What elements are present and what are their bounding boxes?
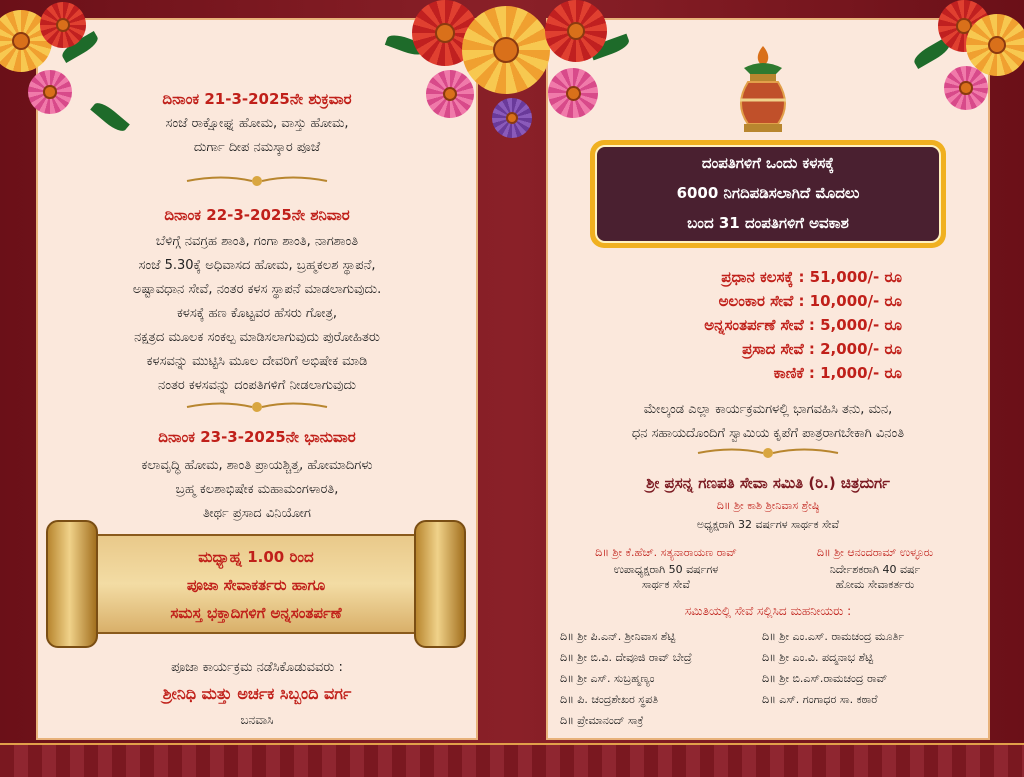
member-name: ದಿ॥ ಶ್ರೀ ಪಿ.ಎನ್. ಶ್ರೀನಿವಾಸ ಶೆಟ್ಟಿ: [560, 630, 676, 643]
scroll-line: ಪೂಜಾ ಸೇವಾಕರ್ತರು ಹಾಗೂ: [186, 576, 326, 594]
fee-row: ಪ್ರಸಾದ ಸೇವೆ : 2,000/- ರೂ: [742, 340, 902, 358]
samiti-name: ಶ್ರೀ ಪ್ರಸನ್ನ ಗಣಪತಿ ಸೇವಾ ಸಮಿತಿ (ರಿ.) ಚಿತ್ರದುರ್ಗ: [646, 474, 890, 492]
flower-icon: [545, 0, 607, 62]
day2-line: ಕಳಸವನ್ನು ಮುಟ್ಟಿಸಿ ಮೂಲ ದೇವರಿಗೆ ಅಭಿಷೇಕ ಮಾಡಿ: [146, 354, 368, 369]
members-heading: ಸಮಿತಿಯಲ್ಲಿ ಸೇವೆ ಸಲ್ಲಿಸಿದ ಮಹನೀಯರು :: [684, 604, 852, 618]
day3-line: ಬ್ರಹ್ಮ ಕಲಶಾಭಿಷೇಕ ಮಹಾಮಂಗಳಾರತಿ,: [175, 482, 339, 497]
member-name: ದಿ॥ ಎಸ್. ಗಂಗಾಧರ ಸಾ. ಕಠಾರೆ: [762, 693, 878, 706]
banner-line: 6000 ನಿಗದಿಪಡಿಸಲಾಗಿದೆ ಮೊದಲು: [676, 184, 860, 202]
day3-text: [48, 454, 466, 526]
scroll-roll-left: [46, 520, 98, 648]
flower-icon: [548, 68, 598, 118]
director-role: ಹೋಮ ಸೇವಾಕರ್ತರು: [835, 578, 915, 591]
member-name: ದಿ॥ ಪ್ರೇಮಾನಂದ್ ಸಾಕ್ರೆ: [560, 714, 644, 727]
scroll-line: ಸಮಸ್ತ ಭಕ್ತಾದಿಗಳಿಗೆ ಅನ್ನಸಂತರ್ಪಣೆ: [170, 604, 342, 622]
organizers-place: ಬನವಾಸಿ: [240, 713, 274, 727]
member-name: ದಿ॥ ಶ್ರೀ ಎಂ.ಎಸ್. ರಾಮಚಂದ್ರ ಮೂರ್ತಿ: [762, 630, 905, 643]
banner-line: ಬಂದ 31 ದಂಪತಿಗಳಿಗೆ ಅವಕಾಶ: [687, 214, 849, 232]
member-name: ದಿ॥ ಶ್ರೀ ಎಸ್. ಸುಬ್ರಹ್ಮಣ್ಯಂ: [560, 672, 655, 685]
member-name: ದಿ॥ ಶ್ರೀ ಬಿ.ಎಸ್.ರಾಮಚಂದ್ರ ರಾವ್: [762, 672, 888, 685]
flower-icon: [492, 98, 532, 138]
flower-icon: [966, 14, 1024, 76]
ornament-divider: [693, 446, 843, 460]
ornament-divider: [182, 400, 332, 414]
day2-text: [48, 230, 466, 398]
flower-icon: [28, 70, 72, 114]
president-role: ಅಧ್ಯಕ್ಷರಾಗಿ 32 ವರ್ಷಗಳ ಸಾರ್ಥಕ ಸೇವೆ: [696, 518, 840, 531]
member-name: ದಿ॥ ಪಿ. ಚಂದ್ರಶೇಖರ ಸ್ಥಪತಿ: [560, 693, 659, 706]
day3-line: ತೀರ್ಥ ಪ್ರಸಾದ ವಿನಿಯೋಗ: [203, 506, 311, 521]
ornament-divider: [182, 174, 332, 188]
scroll-banner: [46, 520, 466, 648]
flower-icon: [462, 6, 550, 94]
banner-line: ದಂಪತಿಗಳಿಗೆ ಒಂದು ಕಳಸಕ್ಕೆ: [701, 154, 835, 172]
scroll-line: ಮಧ್ಯಾಹ್ನ 1.00 ರಿಂದ: [198, 548, 314, 566]
fee-row: ಕಾಣಿಕೆ : 1,000/- ರೂ: [773, 364, 902, 382]
day2-heading: ದಿನಾಂಕ 22-3-2025ನೇ ಶನಿವಾರ: [164, 206, 350, 224]
president-name: ದಿ॥ ಶ್ರೀ ಕಾಶಿ ಶ್ರೀನಿವಾಸ ಶ್ರೇಷ್ಠಿ: [716, 499, 820, 512]
appeal-line: ಮೇಲ್ಕಂಡ ಎಲ್ಲಾ ಕಾರ್ಯಕ್ರಮಗಳಲ್ಲಿ ಭಾಗವಹಿಸಿ ತನು, ಮನ,: [643, 402, 893, 417]
scroll-roll-right: [414, 520, 466, 648]
director-role: ನಿರ್ದೇಶಕರಾಗಿ 40 ವರ್ಷ: [829, 563, 921, 576]
member-name: ದಿ॥ ಶ್ರೀ ಬಿ.ವಿ. ದೇವೂಜಿ ರಾವ್ ಬೇದ್ರೆ: [560, 651, 692, 664]
day2-line: ಸಂಜೆ 5.30ಕ್ಕೆ ಅಧಿವಾಸದ ಹೋಮ, ಬ್ರಹ್ಮಕಲಶ ಸ್ಥಾಪನೆ,: [138, 258, 376, 273]
fee-row: ಪ್ರಧಾನ ಕಲಸಕ್ಕೆ : 51,000/- ರೂ: [721, 268, 902, 286]
day2-line: ನಕ್ಷತ್ರದ ಮೂಲಕ ಸಂಕಲ್ಪ ಮಾಡಿಸಲಾಗುವುದು ಪುರೋಹಿತರು: [134, 330, 380, 345]
flower-icon: [426, 70, 474, 118]
vp-role: ಸಾರ್ಥಕ ಸೇವೆ: [642, 578, 690, 591]
members-list-left: [560, 626, 692, 731]
member-name: ದಿ॥ ಶ್ರೀ ಎಂ.ವಿ. ಪದ್ಮನಾಭ ಶೆಟ್ಟಿ: [762, 651, 874, 664]
organizers-intro: ಪೂಜಾ ಕಾರ್ಯಕ್ರಮ ನಡೆಸಿಕೊಡುವವರು :: [171, 660, 343, 675]
fee-row: ಅನ್ನಸಂತರ್ಪಣೆ ಸೇವೆ : 5,000/- ರೂ: [704, 316, 902, 334]
day2-line: ಅಷ್ಟಾವಧಾನ ಸೇವೆ, ನಂತರ ಕಳಸ ಸ್ಥಾಪನೆ ಮಾಡಲಾಗುವುದು.: [132, 282, 382, 297]
flower-icon: [40, 2, 86, 48]
director-name: ದಿ॥ ಶ್ರೀ ಆನಂದರಾಮ್ ಉಳ್ಳೂರು: [816, 546, 934, 559]
kalasha-icon: [730, 44, 796, 136]
vp-role: ಉಪಾಧ್ಯಕ್ಷರಾಗಿ 50 ವರ್ಷಗಳ: [613, 563, 719, 576]
appeal-line: ಧನ ಸಹಾಯದೊಂದಿಗೆ ಸ್ವಾಮಿಯ ಕೃಪೆಗೆ ಪಾತ್ರರಾಗಬೇಕಾಗಿ ವಿನಂತಿ: [631, 426, 905, 441]
day3-line: ಕಲಾವೃದ್ಧಿ ಹೋಮ, ಶಾಂತಿ ಪ್ರಾಯಶ್ಚಿತ್ತ, ಹೋಮಾದಿಗಳು: [141, 458, 373, 473]
fee-row: ಅಲಂಕಾರ ಸೇವೆ : 10,000/- ರೂ: [718, 292, 902, 310]
day2-line: ಕಳಸಕ್ಕೆ ಹಣ ಕೊಟ್ಟವರ ಹೆಸರು ಗೋತ್ರ,: [176, 306, 338, 321]
day1-line: ದುರ್ಗಾ ದೀಪ ನಮಸ್ಕಾರ ಪೂಜೆ: [193, 140, 321, 155]
appeal-text: [546, 398, 990, 446]
day2-line: ಬೆಳಿಗ್ಗೆ ನವಗ್ರಹ ಶಾಂತಿ, ಗಂಗಾ ಶಾಂತಿ, ನಾಗಶಾಂತಿ: [155, 234, 359, 249]
day1-heading: ದಿನಾಂಕ 21-3-2025ನೇ ಶುಕ್ರವಾರ: [162, 90, 352, 108]
members-list-right: [762, 626, 904, 710]
offer-banner: [590, 140, 946, 248]
bottom-border: [0, 743, 1024, 777]
day1-line: ಸಂಜೆ ರಾಕ್ಷೋಘ್ನ ಹೋಮ, ವಾಸ್ತು ಹೋಮ,: [165, 116, 349, 131]
vp-name: ದಿ॥ ಶ್ರೀ ಕೆ.ಹೆಚ್. ಸತ್ಯನಾರಾಯಣ ರಾವ್: [595, 546, 737, 559]
day2-line: ನಂತರ ಕಳಸವನ್ನು ದಂಪತಿಗಳಿಗೆ ನೀಡಲಾಗುವುದು: [157, 378, 357, 393]
organizers-name: ಶ್ರೀನಿಧಿ ಮತ್ತು ಅರ್ಚಕ ಸಿಬ್ಬಂದಿ ವರ್ಗ: [162, 684, 352, 703]
flower-icon: [944, 66, 988, 110]
day3-heading: ದಿನಾಂಕ 23-3-2025ನೇ ಭಾನುವಾರ: [158, 428, 356, 446]
